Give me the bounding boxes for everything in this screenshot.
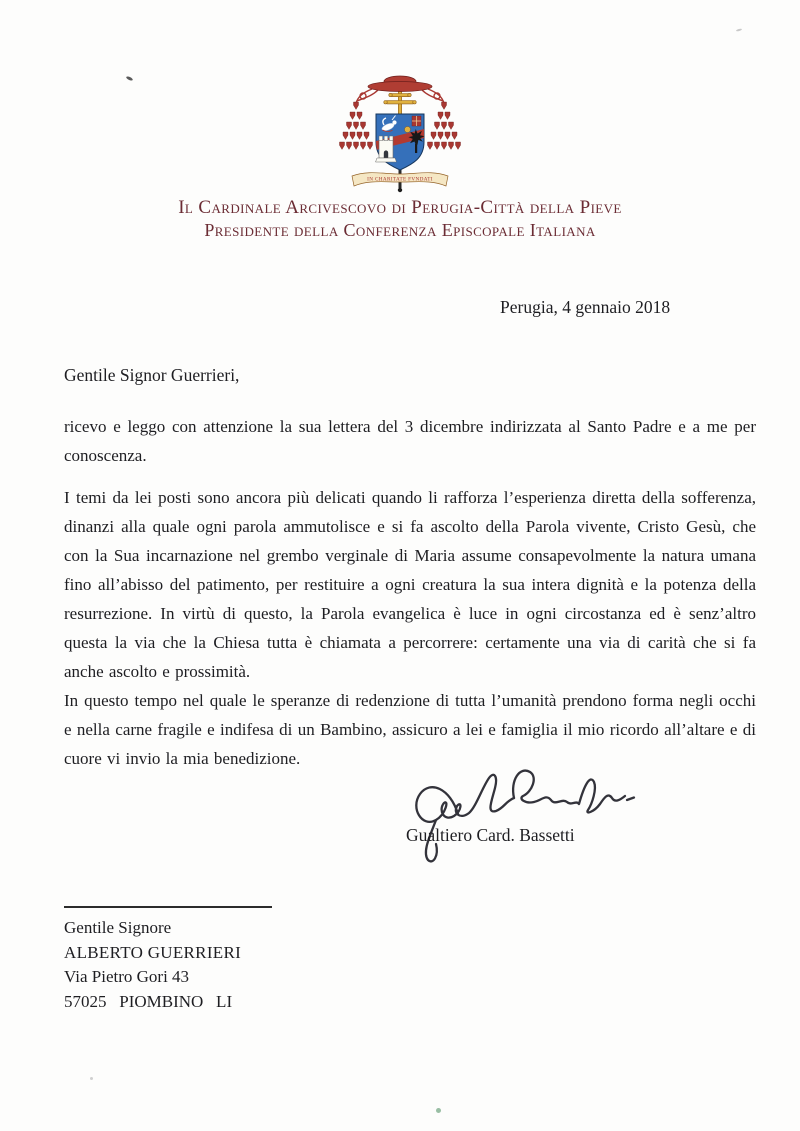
- recipient-city: 57025 PIOMBINO LI: [64, 991, 233, 1011]
- scan-artifact: [90, 1077, 93, 1080]
- galero-hat-icon: [368, 76, 432, 92]
- paragraph-3: In questo tempo nel quale le speranze di redenzione di tutta l’umanità prendono forma negli occhi e nella carne fragile e indifesa di un Bambino, assicuro a lei e famiglia il mio ricordo all’altare e di cuore vi invio la mia benedizione.: [64, 691, 756, 768]
- date-line: Perugia, 4 gennaio 2018: [500, 297, 671, 317]
- recipient-name: ALBERTO GUERRIERI: [64, 942, 242, 962]
- letterhead-line2: Presidente della Conferenza Episcopale Italiana: [204, 220, 596, 240]
- divider-line: [64, 906, 272, 908]
- scan-artifact: [736, 28, 742, 31]
- letterhead: [0, 196, 800, 242]
- paragraph-2: I temi da lei posti sono ancora più delicati quando li rafforza l’esperienza diretta della sofferenza, dinanzi alla quale ogni parola ammutolisce e si fa ascolto della Parola vivente, Cristo Gesù, che con la Sua incarnazione nel grembo verginale di Maria assume consapevolmente la natura umana fino all’abisso del patimento, per restituire a ogni creatura la sua intera dignità e la potenza della resurrezione. In virtù di questo, la Parola evangelica è luce in ogni circostanza ed è senz’altro questa la via che la Chiesa tutta è chiamata a percorrere: certamente una via di carità che si fa anche ascolto e prossimità.: [64, 488, 756, 681]
- gold-disc-charge: [405, 127, 411, 133]
- motto-text: IN CHARITATE FVNDATI: [367, 176, 433, 183]
- shield: [376, 114, 425, 170]
- recipient-salutation: Gentile Signore: [64, 918, 172, 937]
- salutation: Gentile Signor Guerrieri,: [64, 365, 240, 385]
- scan-artifact: [126, 76, 134, 82]
- tassels-right: [428, 102, 461, 149]
- signature-block: [406, 756, 666, 866]
- recipient-street: Via Pietro Gori 43: [64, 967, 190, 986]
- paragraph-1: ricevo e leggo con attenzione la sua lettera del 3 dicembre indirizzata al Santo Padre e a me per conoscenza.: [64, 417, 756, 465]
- signature-name: Gualtiero Card. Bassetti: [406, 825, 575, 845]
- recipient-block: [64, 906, 272, 1014]
- scan-artifact: [436, 1108, 441, 1113]
- handwritten-signature-icon: [406, 756, 638, 866]
- coat-of-arms-icon: [332, 70, 468, 198]
- letterhead-line1: Il Cardinale Arcivescovo di Perugia-Città della Pieve: [178, 197, 622, 218]
- red-emblem-charge: [412, 116, 421, 126]
- tassels-left: [340, 102, 373, 149]
